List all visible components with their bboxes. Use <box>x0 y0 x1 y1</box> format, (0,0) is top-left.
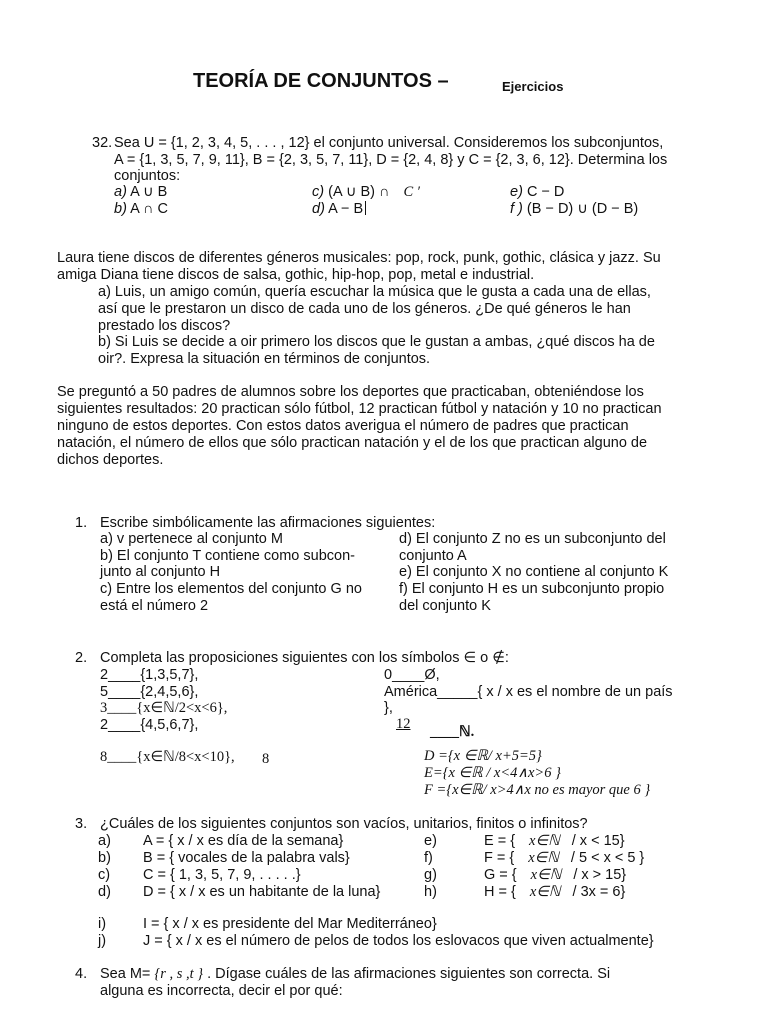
question-line: América_____{ x / x es el nombre de un país <box>384 684 673 700</box>
stray-number: 8 <box>262 751 270 767</box>
paragraph-line: prestado los discos? <box>98 318 231 334</box>
item-label: c) <box>98 867 111 883</box>
question-heading: ¿Cuáles de los siguientes conjuntos son vacíos, unitarios, finitos o infinitos? <box>100 816 588 832</box>
complement-symbol: C ′ <box>403 184 420 200</box>
exercise-text: A = {1, 3, 5, 7, 9, 11}, B = {2, 3, 5, 7, 11}, D = {2, 4, 8} y C = {2, 3, 6, 12}. Determina los <box>114 152 668 168</box>
subitem-label: e) <box>510 184 523 200</box>
paragraph-line: así que le prestaron un disco de cada uno de los géneros. ¿De qué géneros le han <box>98 301 631 317</box>
item-text: B = { vocales de la palabra vals} <box>143 850 350 866</box>
paragraph-line: b) Si Luis se decide a oir primero los discos que le gustan a ambas, ¿qué discos ha de <box>98 334 655 350</box>
question-number: 1. <box>75 515 88 531</box>
question-line: está el número 2 <box>100 598 209 614</box>
question-line: 3____{x∈ℕ/2<x<6}, <box>100 700 228 716</box>
question-line: Sea M= {r , s ,t } . Dígase cuáles de las afirmaciones siguientes son correcta. Si <box>100 966 611 982</box>
fraction-number: 12 <box>396 716 411 732</box>
paragraph-line: natación, el número de ellos que sólo practican natación y el de los que practican alguno de <box>57 435 648 451</box>
paragraph-line: amiga Diana tiene discos de salsa, gothic, hip-hop, pop, metal e industrial. <box>57 267 535 283</box>
question-number: 4. <box>75 966 88 982</box>
question-line: 5____{2,4,5,6}, <box>100 684 199 700</box>
set-definition: F ={x∈ℝ/ x>4∧x no es mayor que 6 } <box>424 782 651 798</box>
subitem-label: c) <box>312 184 325 200</box>
exercise-text: Sea U = {1, 2, 3, 4, 5, . . . , 12} el conjunto universal. Consideremos los subconjuntos, <box>114 135 664 151</box>
question-line: 2____{4,5,6,7}, <box>100 717 199 733</box>
subitem-text: A ∪ B <box>130 184 168 200</box>
item-text: E = { x∈ℕ / x < 15} <box>484 833 625 849</box>
subitem <box>114 201 168 218</box>
page-title: TEORÍA DE CONJUNTOS – <box>193 70 449 92</box>
question-line: alguna es incorrecta, decir el por qué: <box>100 983 343 999</box>
exercise-text: conjuntos: <box>114 168 181 184</box>
item-text: C = { 1, 3, 5, 7, 9, . . . . .} <box>143 867 301 883</box>
paragraph-line: siguientes resultados: 20 practican sólo fútbol, 12 practican fútbol y natación y 10 no practican <box>57 401 662 417</box>
item-label: f) <box>424 850 433 866</box>
item-label: j) <box>98 933 107 949</box>
item-text: I = { x / x es presidente del Mar Mediterráneo} <box>143 916 437 932</box>
question-line: b) El conjunto T contiene como subcon- <box>100 548 355 564</box>
question-line: }, <box>384 700 393 716</box>
item-label: i) <box>98 916 107 932</box>
cursor-mark <box>365 201 366 215</box>
exercise-number: 32. <box>92 135 113 151</box>
paragraph-line: Laura tiene discos de diferentes géneros musicales: pop, rock, punk, gothic, clásica y jazz. Su <box>57 250 661 266</box>
question-line: a) v pertenece al conjunto M <box>100 531 283 547</box>
question-line: e) El conjunto X no contiene al conjunto K <box>399 564 669 580</box>
subitem <box>510 184 564 201</box>
question-number: 2. <box>75 650 88 666</box>
question-line: 0____Ø, <box>384 667 440 683</box>
item-text: J = { x / x es el número de pelos de todos los eslovacos que viven actualmente} <box>143 933 654 949</box>
item-text: D = { x / x es un habitante de la luna} <box>143 884 381 900</box>
natural-set-symbol: x∈ℕ <box>529 833 560 849</box>
item-text: H = { x∈ℕ / 3x = 6} <box>484 884 626 900</box>
question-heading: Escribe simbólicamente las afirmaciones siguientes: <box>100 515 436 531</box>
subitem-text: (B − D) ∪ (D − B) <box>526 201 639 217</box>
item-label: a) <box>98 833 111 849</box>
set-definition: D ={x ∈ℝ/ x+5=5} <box>424 748 542 764</box>
paragraph-line: oir?. Expresa la situación en términos de conjuntos. <box>98 351 431 367</box>
question-line: junto al conjunto H <box>100 564 221 580</box>
question-heading: Completa las proposiciones siguientes con los símbolos ∈ o ∉: <box>100 650 509 666</box>
question-line: f) El conjunto H es un subconjunto propio <box>399 581 665 597</box>
paragraph-line: a) Luis, un amigo común, quería escuchar la música que le gusta a cada una de ellas, <box>98 284 651 300</box>
item-text: F = { x∈ℕ / 5 < x < 5 } <box>484 850 645 866</box>
question-line: d) El conjunto Z no es un subconjunto del <box>399 531 666 547</box>
question-line: conjunto A <box>399 548 467 564</box>
natural-set-symbol: x∈ℕ <box>528 850 559 866</box>
question-line: del conjunto K <box>399 598 491 614</box>
item-label: b) <box>98 850 111 866</box>
subitem-text: (A ∪ B) ∩ <box>328 184 390 200</box>
question-line: ____ℕ. <box>430 724 475 740</box>
question-number: 3. <box>75 816 88 832</box>
subitem-text: A ∩ C <box>130 201 168 217</box>
subitem-label: d) <box>312 201 325 217</box>
item-label: h) <box>424 884 437 900</box>
subitem <box>510 201 638 218</box>
item-text: A = { x / x es día de la semana} <box>143 833 344 849</box>
page-subtitle: Ejercicios <box>502 79 564 94</box>
subitem-text: C − D <box>526 184 565 200</box>
subitem-label: b) <box>114 201 127 217</box>
subitem <box>312 201 366 218</box>
natural-set-symbol: x∈ℕ <box>529 884 561 900</box>
item-text: G = { x∈ℕ / x > 15} <box>484 867 627 883</box>
item-label: d) <box>98 884 111 900</box>
paragraph-line: ninguno de estos deportes. Con estos datos averigua el número de padres que practican <box>57 418 629 434</box>
item-label: g) <box>424 867 437 883</box>
set-M: {r , s ,t } <box>154 966 204 982</box>
item-label: e) <box>424 833 437 849</box>
question-line: 2____{1,3,5,7}, <box>100 667 199 683</box>
natural-set-symbol: x∈ℕ <box>530 867 562 883</box>
subitem <box>114 184 167 201</box>
set-definition: E={x ∈ℝ / x<4∧x>6 } <box>424 765 561 781</box>
paragraph-line: Se preguntó a 50 padres de alumnos sobre los deportes que practicaban, obteniéndose los <box>57 384 644 400</box>
subitem-text: A − B <box>328 201 364 217</box>
question-line: 8____{x∈ℕ/8<x<10}, <box>100 749 235 765</box>
question-line: c) Entre los elementos del conjunto G no <box>100 581 362 597</box>
paragraph-line: dichos deportes. <box>57 452 164 468</box>
subitem-label: f ) <box>510 201 523 217</box>
subitem <box>312 184 420 201</box>
subitem-label: a) <box>114 184 127 200</box>
